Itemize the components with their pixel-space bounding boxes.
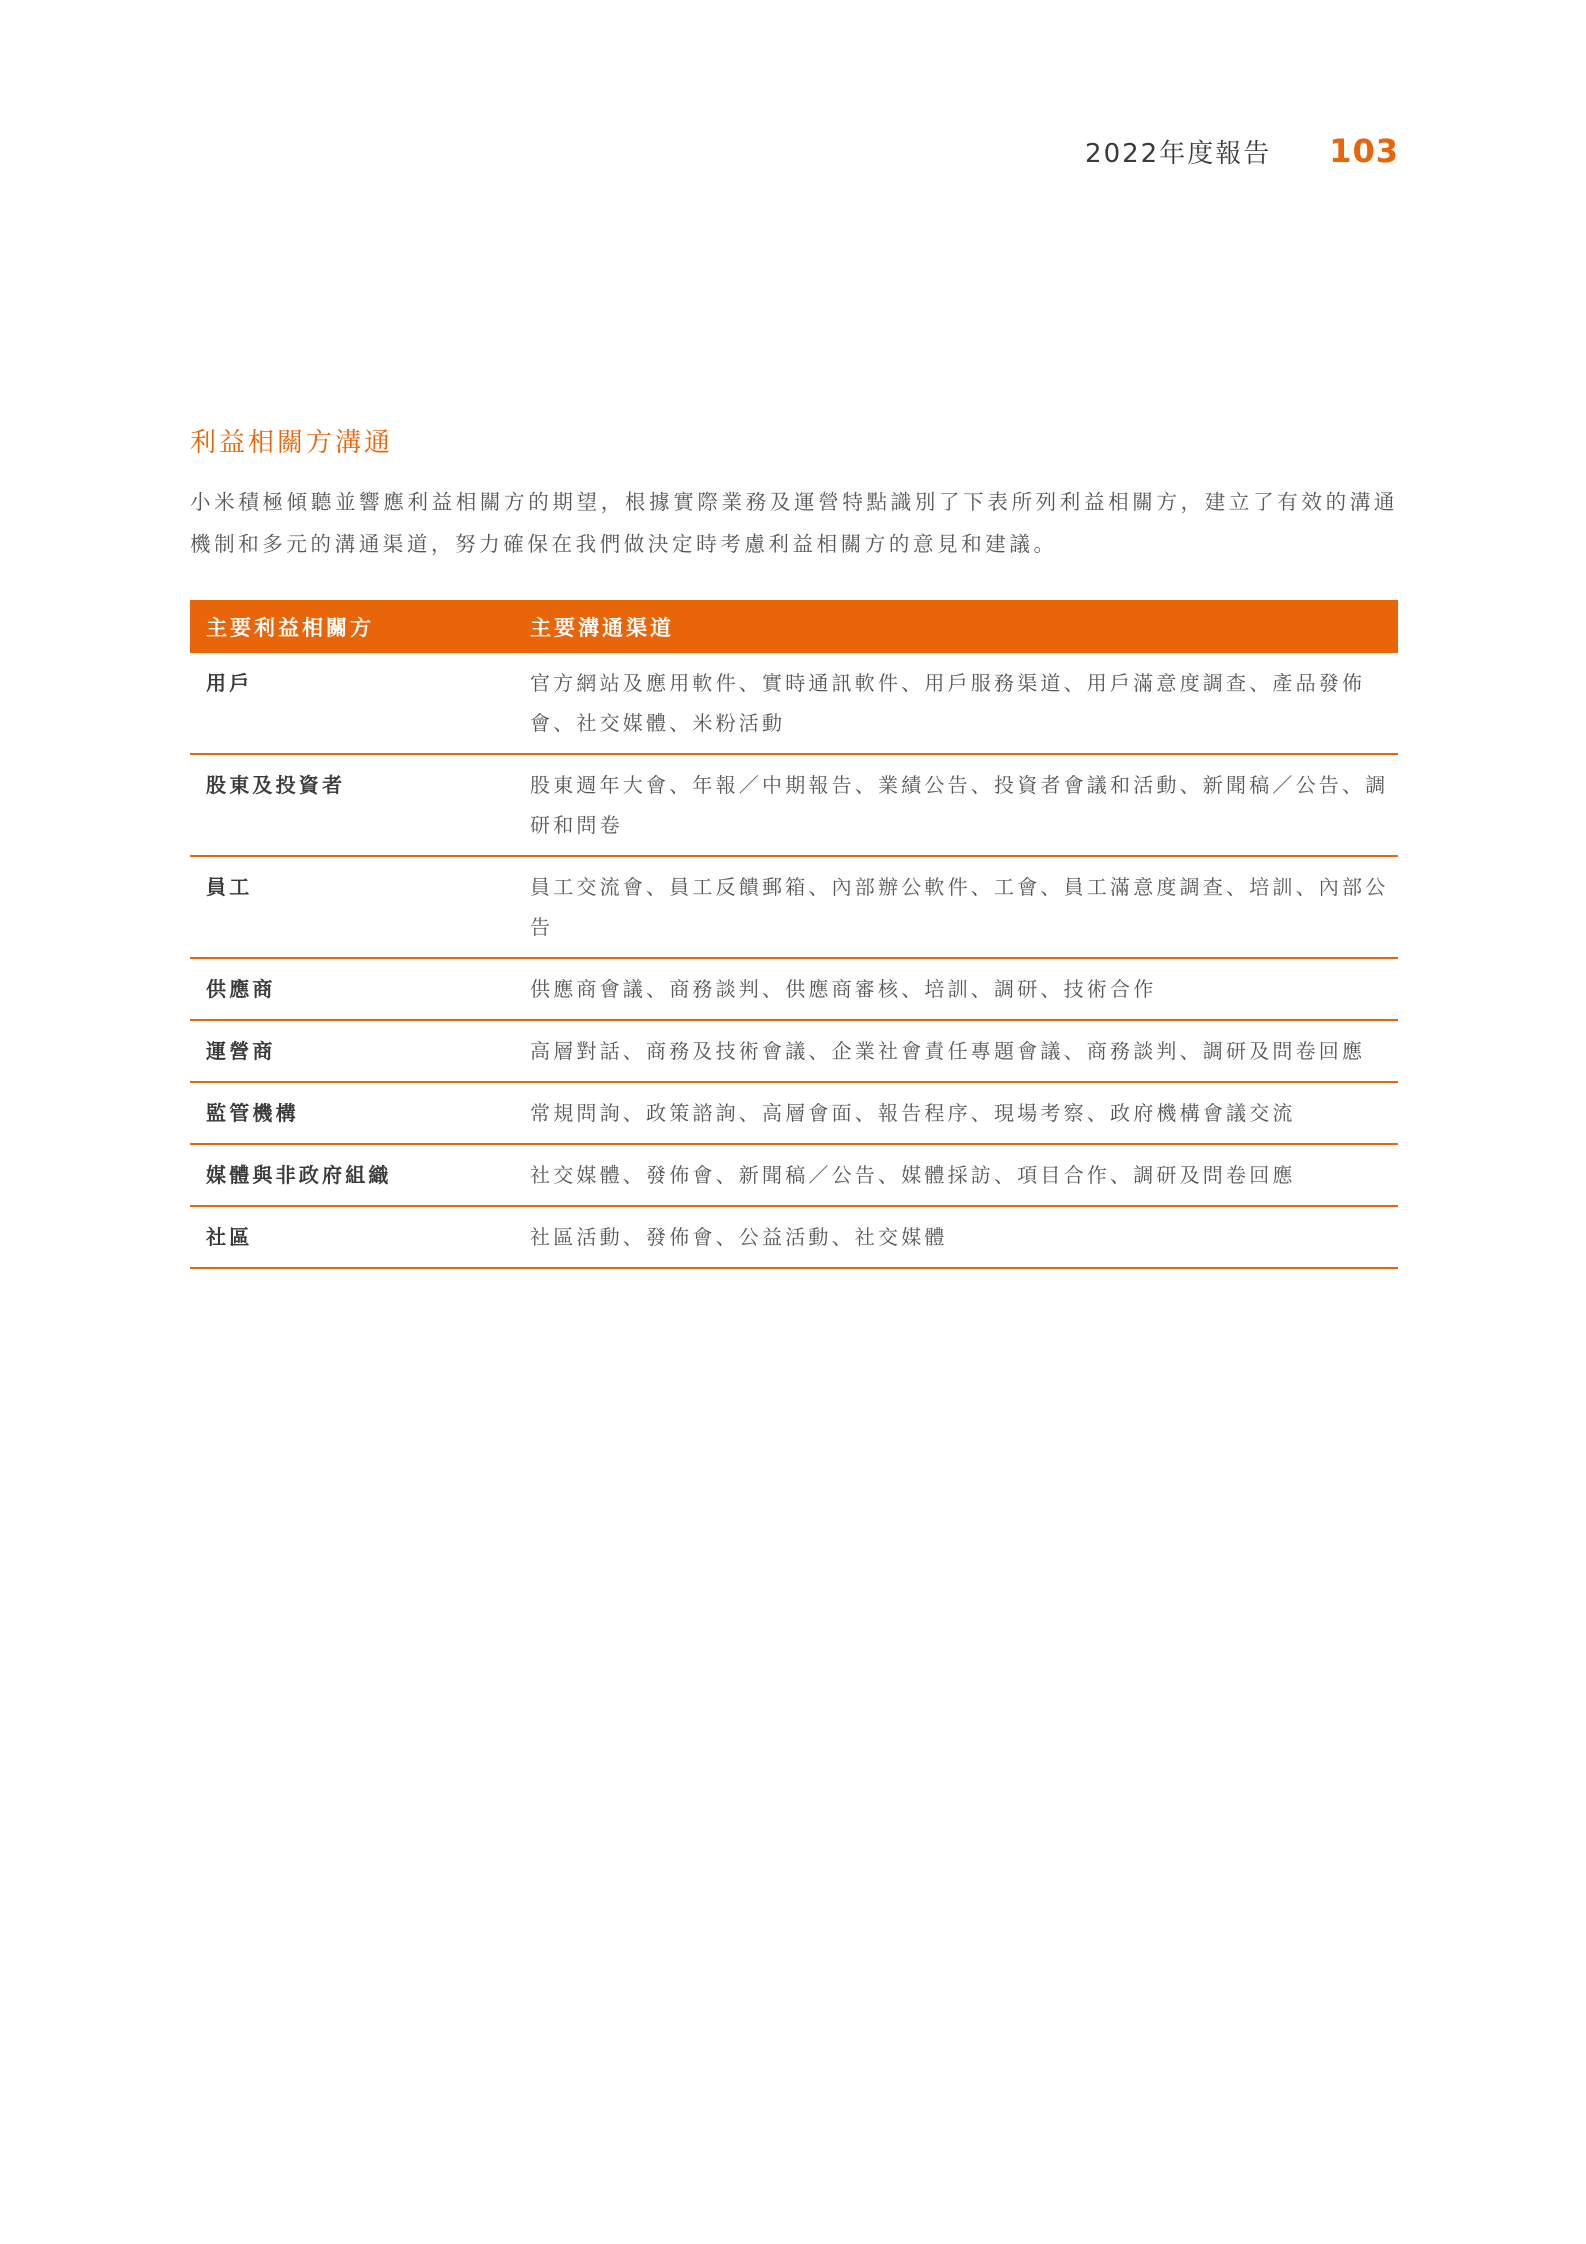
header-channel: 主要溝通渠道 — [530, 600, 1398, 653]
table-row — [190, 653, 1398, 754]
table-row — [190, 1144, 1398, 1206]
stakeholder-cell: 媒體與非政府組織 — [190, 1144, 530, 1206]
report-label: 2022年度報告 — [1085, 139, 1272, 169]
stakeholder-cell: 監管機構 — [190, 1082, 530, 1144]
channel-cell: 常規問詢、政策諮詢、高層會面、報告程序、現場考察、政府機構會議交流 — [530, 1082, 1398, 1144]
stakeholder-cell: 社區 — [190, 1206, 530, 1268]
channel-cell: 社區活動、發佈會、公益活動、社交媒體 — [530, 1206, 1398, 1268]
stakeholder-table — [190, 600, 1398, 1269]
intro-paragraph: 小米積極傾聽並響應利益相關方的期望，根據實際業務及運營特點識別了下表所列利益相關方，建立了有效的溝通機制和多元的溝通渠道，努力確保在我們做決定時考慮利益相關方的意見和建議。 — [190, 490, 1398, 556]
channel-cell: 員工交流會、員工反饋郵箱、內部辦公軟件、工會、員工滿意度調查、培訓、內部公告 — [530, 856, 1398, 958]
channel-cell: 官方網站及應用軟件、實時通訊軟件、用戶服務渠道、用戶滿意度調查、產品發佈會、社交媒體、米粉活動 — [530, 653, 1398, 754]
table-header-row — [190, 600, 1398, 653]
stakeholder-cell: 用戶 — [190, 653, 530, 754]
channel-cell: 高層對話、商務及技術會議、企業社會責任專題會議、商務談判、調研及問卷回應 — [530, 1020, 1398, 1082]
table-row — [190, 754, 1398, 856]
stakeholder-communication-section — [190, 422, 1398, 1269]
channel-cell: 社交媒體、發佈會、新聞稿／公告、媒體採訪、項目合作、調研及問卷回應 — [530, 1144, 1398, 1206]
channel-cell: 股東週年大會、年報／中期報告、業績公告、投資者會議和活動、新聞稿／公告、調研和問卷 — [530, 754, 1398, 856]
section-title: 利益相關方溝通 — [190, 428, 394, 458]
table-row — [190, 958, 1398, 1020]
page-header — [1085, 132, 1399, 170]
table-row — [190, 1020, 1398, 1082]
table-row — [190, 1082, 1398, 1144]
header-stakeholder: 主要利益相關方 — [190, 600, 530, 653]
channel-cell: 供應商會議、商務談判、供應商審核、培訓、調研、技術合作 — [530, 958, 1398, 1020]
stakeholder-cell: 運營商 — [190, 1020, 530, 1082]
stakeholder-cell: 員工 — [190, 856, 530, 958]
table-row — [190, 856, 1398, 958]
table-row — [190, 1206, 1398, 1268]
stakeholder-cell: 股東及投資者 — [190, 754, 530, 856]
stakeholder-cell: 供應商 — [190, 958, 530, 1020]
page-number: 103 — [1329, 132, 1399, 170]
